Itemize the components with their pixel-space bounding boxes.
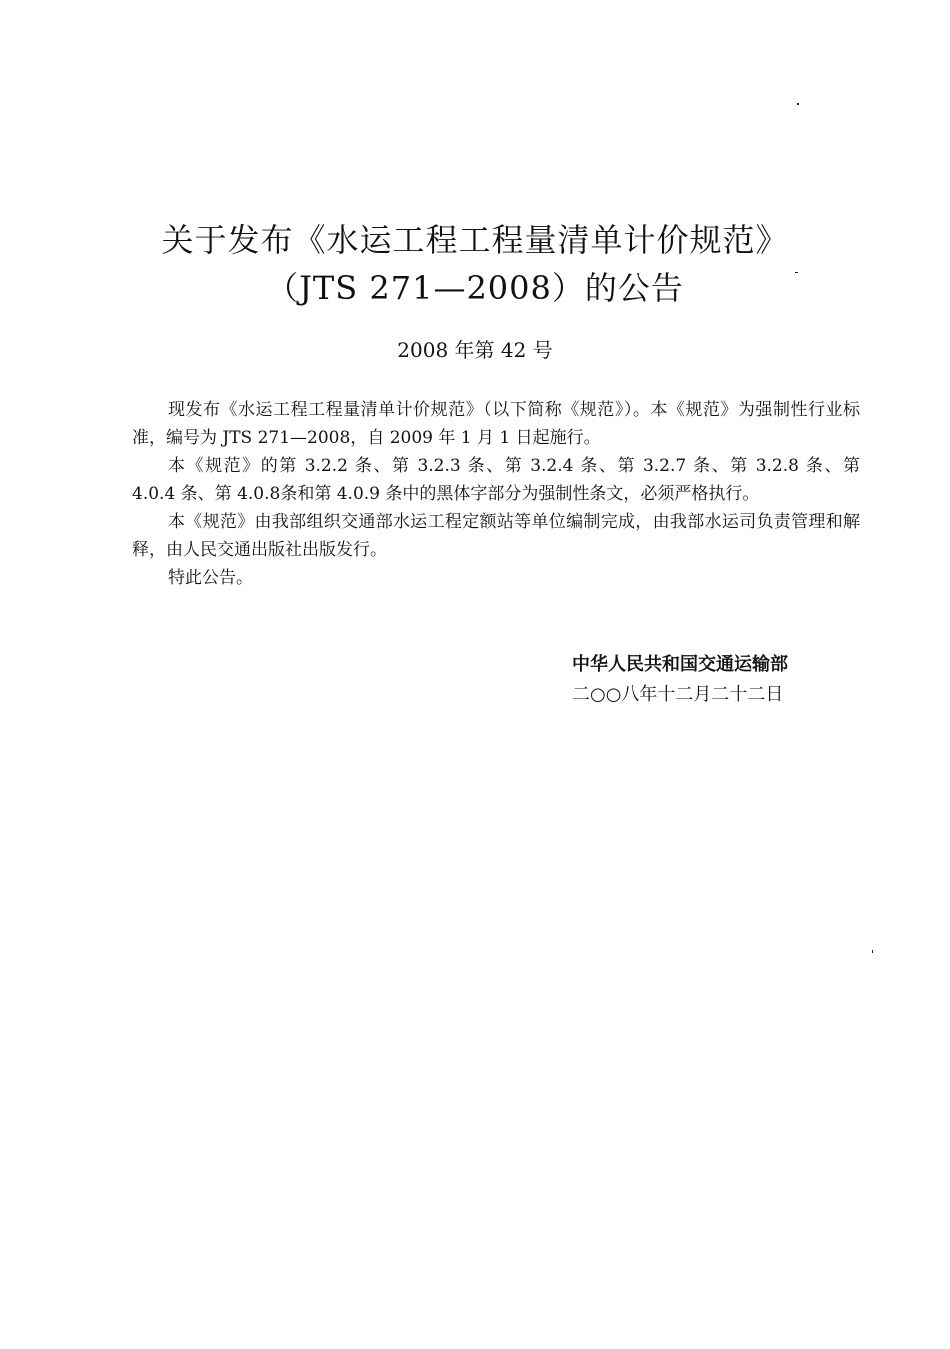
document-number: 2008 年第 42 号: [397, 338, 553, 362]
scan-speck: [797, 103, 799, 105]
paragraph-mandatory-clauses: 本《规范》的第 3.2.2 条、第 3.2.3 条、第 3.2.4 条、第 3.2.7 条、第 3.2.8 条、第 4.0.4 条、第 4.0.8条和第 4.0.9 条中的黑体字部分为强制性条文，必须严格执行。: [132, 456, 860, 504]
notice-title-line-1: 关于发布《水运工程工程量清单计价规范》: [161, 221, 789, 259]
paragraph-closing: 特此公告。: [168, 568, 253, 588]
notice-body: [132, 396, 860, 592]
paragraph-publication: 现发布《水运工程工程量清单计价规范》（以下简称《规范》）。本《规范》为强制性行业标准，编号为 JTS 271—2008，自 2009 年 1 月 1 日起施行。: [132, 400, 860, 448]
issuing-organization: 中华人民共和国交通运输部: [572, 654, 788, 675]
signature-block: [572, 650, 872, 710]
notice-title-line-2: （JTS 271—2008）的公告: [266, 269, 684, 307]
paragraph-compilation: 本《规范》由我部组织交通部水运工程定额站等单位编制完成，由我部水运司负责管理和解释，由人民交通出版社出版发行。: [132, 512, 860, 560]
scan-speck: [872, 950, 873, 953]
scan-speck: [795, 272, 798, 273]
issue-date: 二○○八年十二月二十二日: [572, 684, 784, 705]
